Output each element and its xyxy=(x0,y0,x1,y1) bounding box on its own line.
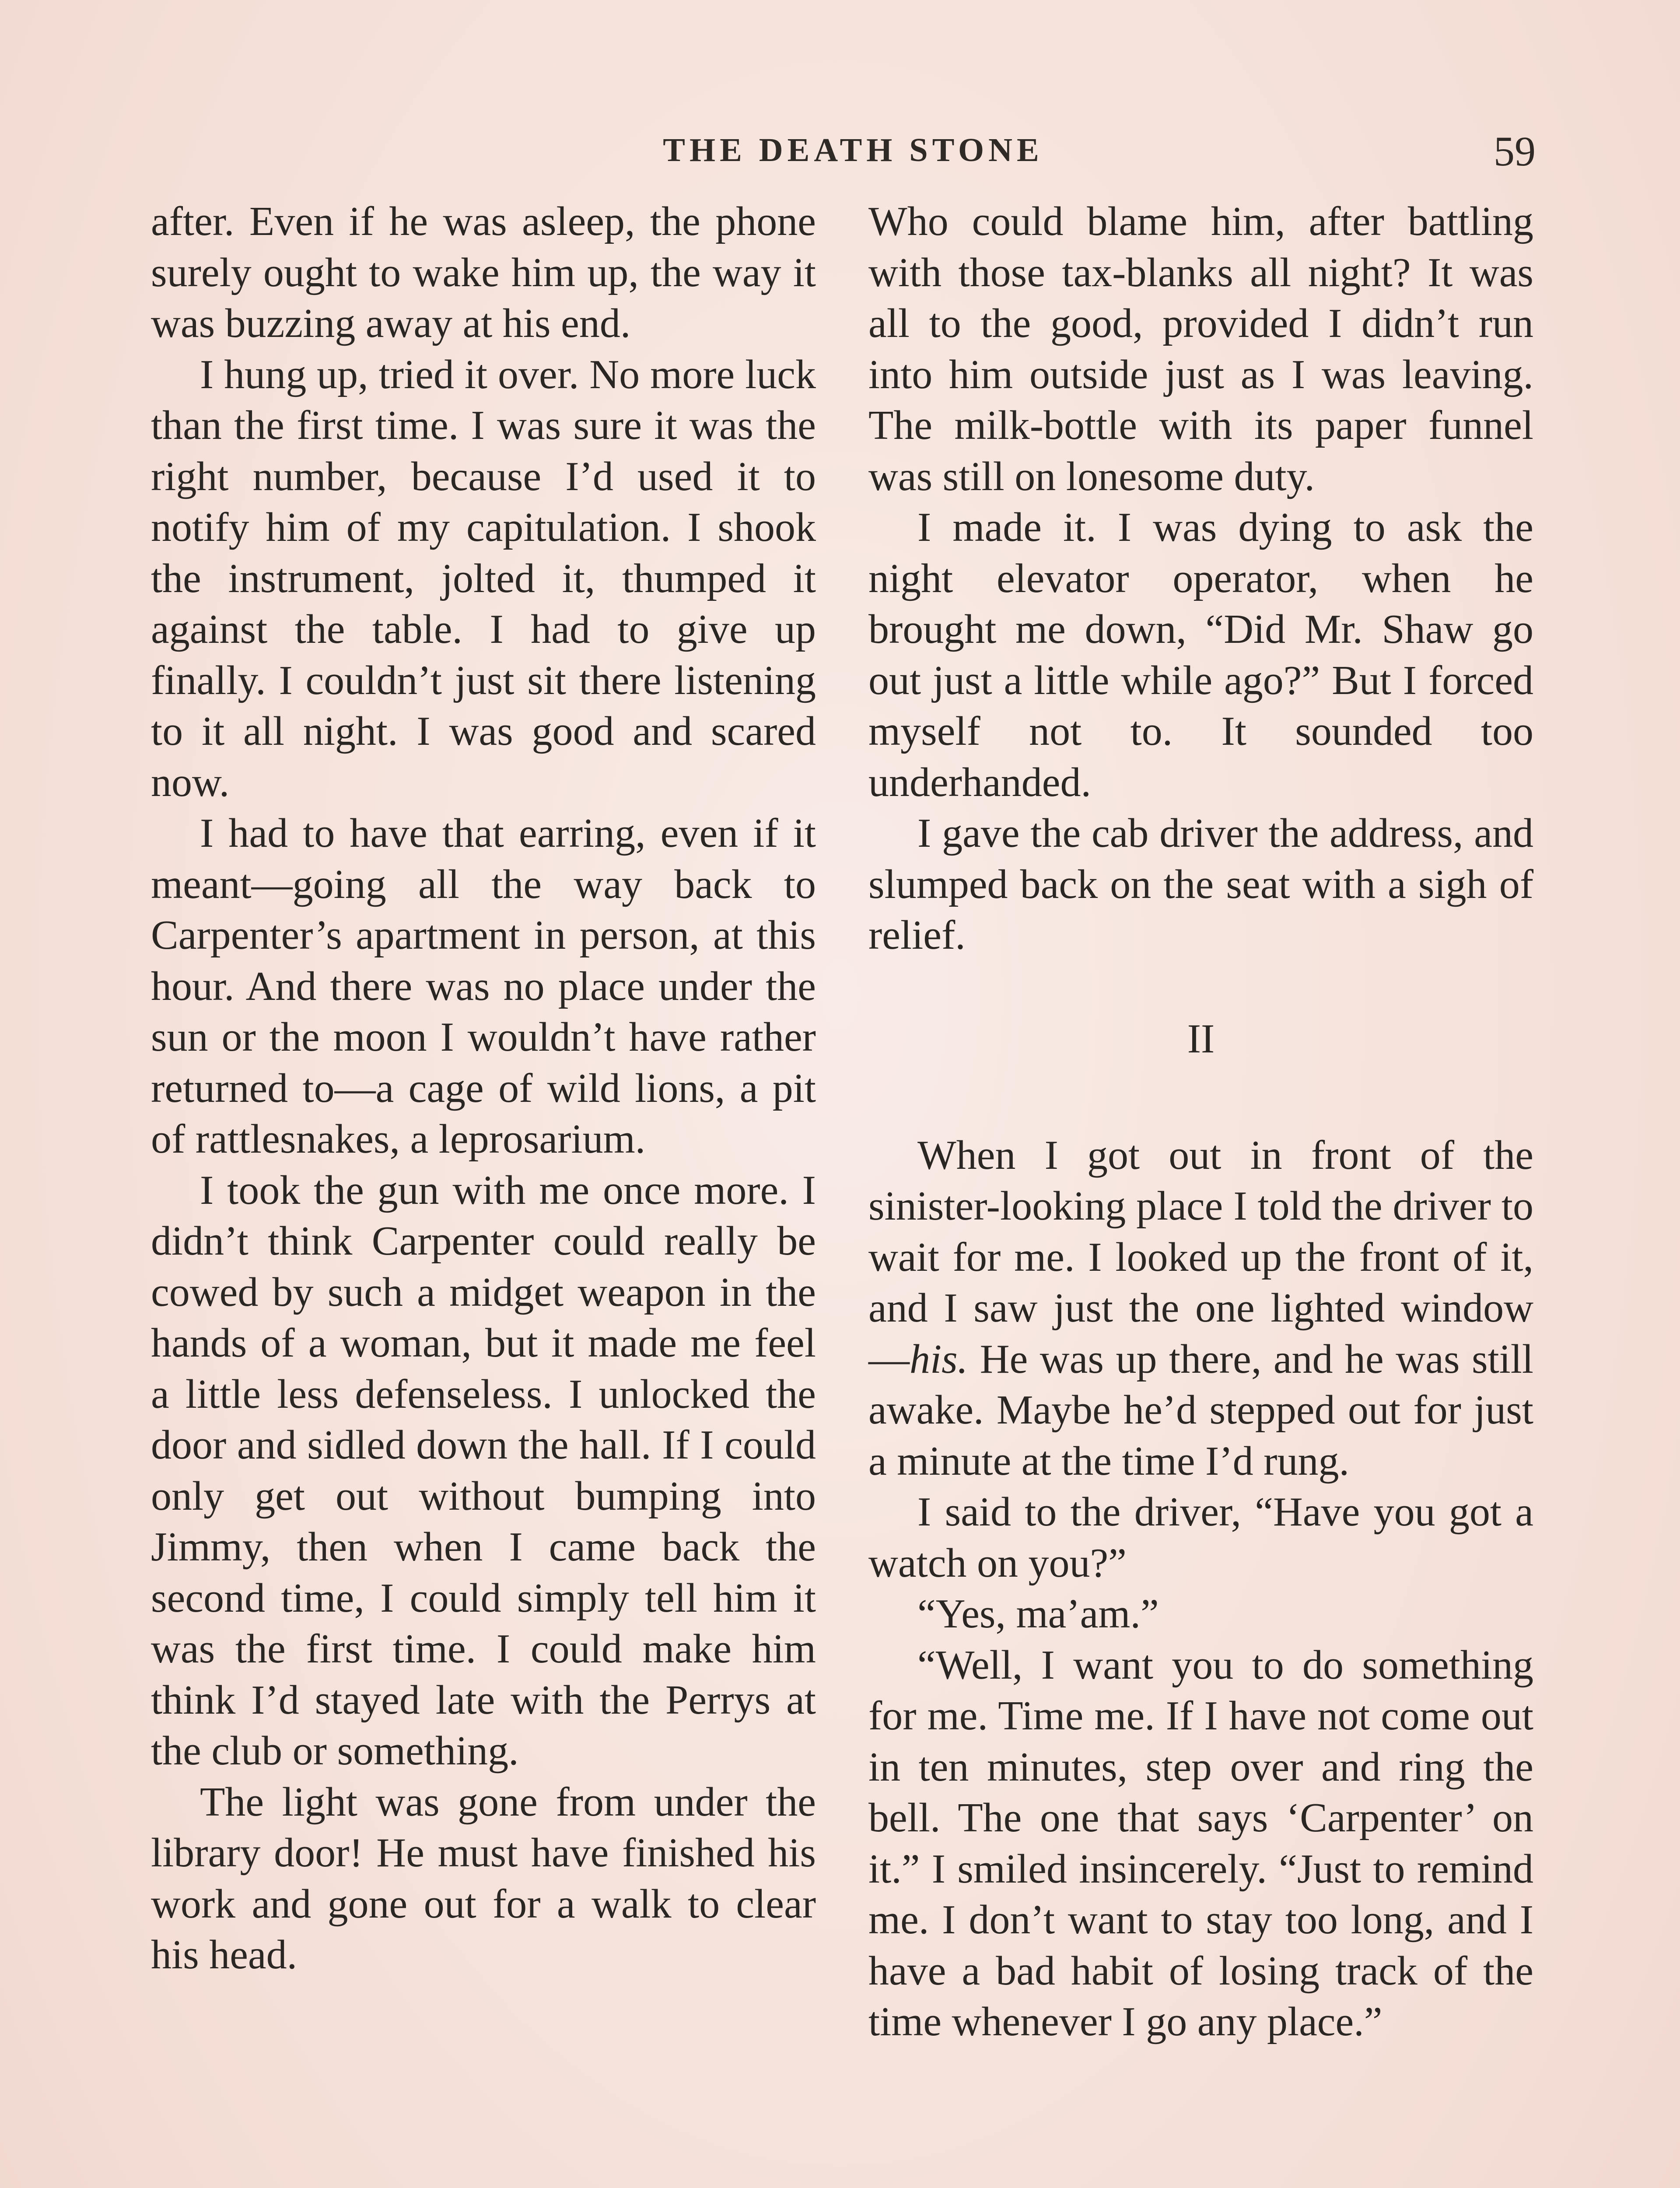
paragraph: I hung up, tried it over. No more luck than the first time. I was sure it was the right number, because I’d used it to notify him of my capitulation. I shook the instrument, jolted it, thumped it against the table. I had to give up finally. I couldn’t just sit there listening to it all night. I was good and scared now. xyxy=(151,351,816,805)
paragraph: “Yes, ma’am.” xyxy=(917,1591,1159,1637)
paragraph: I took the gun with me once more. I didn’t think Carpenter could really be cowed by such a midget weapon in the hands of a woman, but it made me feel a little less defenseless. I unlocked the door and sidled down the hall. If I could only get out without bumping into Jimmy, then when I came back the second time, I could simply tell him it was the first time. I could make him think I’d stayed late with the Perrys at the club or something. xyxy=(151,1167,816,1774)
paragraph-text: He was up there, and he was still awake. Maybe he’d stepped out for just a minute at the time I’d rung. xyxy=(868,1336,1533,1484)
paragraph: I made it. I was dying to ask the night elevator operator, when he brought me down, “Did Mr. Shaw go out just a little while ago?” But I forced myself not to. It sounded too underhanded. xyxy=(868,505,1533,805)
section-heading: II xyxy=(1187,1016,1215,1062)
paragraph: The light was gone from under the library door! He must have finished his work and gone out for a walk to clear his head. xyxy=(151,1779,816,1978)
emphasis-text: his. xyxy=(910,1336,968,1382)
paragraph: Who could blame him, after battling with those tax-blanks all night? It was all to the good, provided I didn’t run into him outside just as I was leaving. The milk-bottle with its paper funnel was still on lonesome duty. xyxy=(868,199,1533,499)
paragraph: after. Even if he was asleep, the phone surely ought to wake him up, the way it was buzzing away at his end. xyxy=(151,199,816,346)
paragraph: I said to the driver, “Have you got a watch on you?” xyxy=(868,1489,1533,1586)
right-column xyxy=(868,196,1533,2048)
page-number: 59 xyxy=(1494,128,1536,175)
paragraph xyxy=(868,1130,1533,1487)
paragraph: I gave the cab driver the address, and slumped back on the seat with a sigh of relief. xyxy=(868,810,1533,958)
running-title: THE DEATH STONE xyxy=(663,132,1043,168)
left-column xyxy=(151,196,816,1981)
paragraph: I had to have that earring, even if it meant—going all the way back to Carpenter’s apartment in person, at this hour. And there was no place under the sun or the moon I wouldn’t have rather returned to—a cage of wild lions, a pit of rattlesnakes, a leprosarium. xyxy=(151,810,816,1162)
paragraph: “Well, I want you to do something for me. Time me. If I have not come out in ten minutes, step over and ring the bell. The one that says ‘Carpenter’ on it.” I smiled insincerely. “Just to remind me. I don’t want to stay too long, and I have a bad habit of losing track of the time whenever I go any place.” xyxy=(868,1642,1533,2044)
paragraph-text: When I got out in front of the sinister-looking place I told the driver to wait for me. I looked up the front of it, and I saw just the one lighted window— xyxy=(868,1132,1533,1382)
